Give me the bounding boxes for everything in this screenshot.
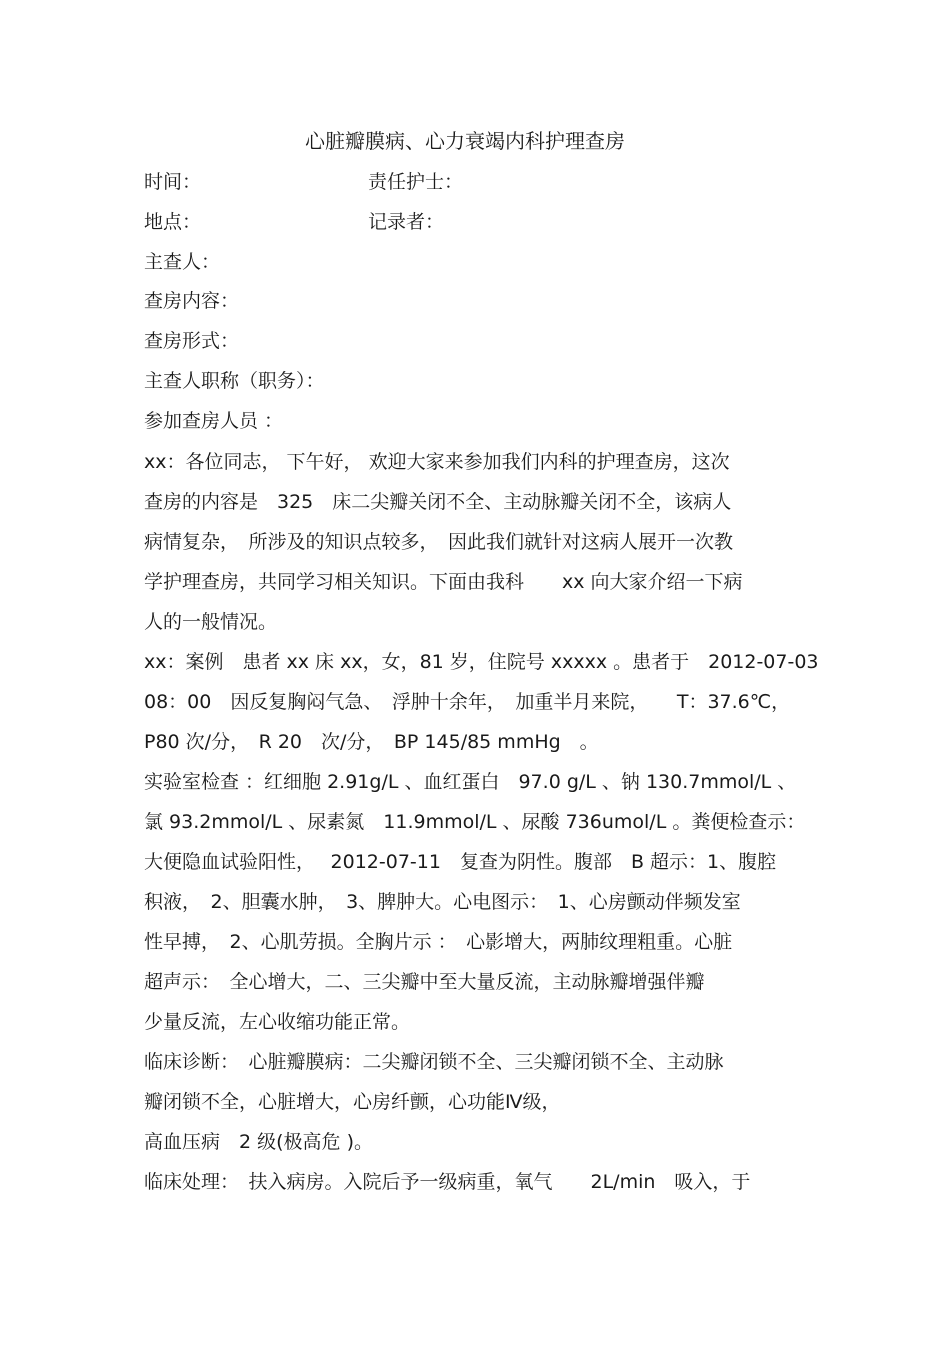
field-chief-examiner: 主查人： xyxy=(144,251,221,273)
field-round-content: 查房内容： xyxy=(144,290,240,312)
body-line: 性早搏， 2、心肌劳损。全胸片示 ： 心影增大，两肺纹理粗重。心脏 xyxy=(144,931,733,953)
body-line: 高血压病 2 级(极高危 )。 xyxy=(144,1131,373,1153)
body-line: 瓣闭锁不全，心脏增大，心房纤颤，心功能Ⅳ级， xyxy=(144,1091,561,1113)
header-row-location xyxy=(144,208,444,236)
body-line: 人的一般情况。 xyxy=(144,611,278,633)
body-line: xx：各位同志， 下午好， 欢迎大家来参加我们内科的护理查房，这次 xyxy=(144,451,730,473)
location-label: 地点： xyxy=(144,211,202,233)
body-line: 08：00 因反复胸闷气急、 浮肿十余年， 加重半月来院， T：37.6℃， xyxy=(144,691,791,713)
body-line: 学护理查房，共同学习相关知识。下面由我科 xx 向大家介绍一下病 xyxy=(144,571,743,593)
body-line: 少量反流，左心收缩功能正常。 xyxy=(144,1011,411,1033)
document-title: 心脏瓣膜病、心力衰竭内科护理查房 xyxy=(305,129,625,153)
field-participants: 参加查房人员 ： xyxy=(144,410,284,432)
body-line: 大便隐血试验阳性， 2012-07-11 复查为阴性。腹部 B 超示：1、腹腔 xyxy=(144,851,777,873)
body-line: xx：案例 患者 xx 床 xx，女，81 岁，住院号 xxxxx 。患者于 2012-07-03 xyxy=(144,651,819,673)
time-label: 时间： xyxy=(144,171,202,193)
body-line: 积液， 2、胆囊水肿， 3、脾肿大。心电图示： 1、心房颤动伴频发室 xyxy=(144,891,741,913)
body-line: P80 次/分， R 20 次/分， BP 145/85 mmHg 。 xyxy=(144,731,599,753)
body-line: 临床诊断： 心脏瓣膜病：二尖瓣闭锁不全、三尖瓣闭锁不全、主动脉 xyxy=(144,1051,724,1073)
body-line: 查房的内容是 325 床二尖瓣关闭不全、主动脉瓣关闭不全，该病人 xyxy=(144,491,732,513)
header-row-time xyxy=(144,168,463,196)
body-line: 临床处理： 扶入病房。入院后予一级病重，氧气 2L/min 吸入，于 xyxy=(144,1171,751,1193)
body-line: 超声示： 全心增大，二、三尖瓣中至大量反流，主动脉瓣增强伴瓣 xyxy=(144,971,705,993)
field-chief-title: 主查人职称（职务）： xyxy=(144,370,325,392)
responsible-nurse-label: 责任护士： xyxy=(368,171,464,193)
body-line: 氯 93.2mmol/L 、尿素氮 11.9mmol/L 、尿酸 736umol/L 。粪便检查示： xyxy=(144,811,806,833)
field-round-format: 查房形式： xyxy=(144,330,240,352)
body-line: 病情复杂， 所涉及的知识点较多， 因此我们就针对这病人展开一次教 xyxy=(144,531,734,553)
body-line: 实验室检查 ：红细胞 2.91g/L 、血红蛋白 97.0 g/L 、钠 130.7mmol/L 、 xyxy=(144,771,797,793)
recorder-label: 记录者： xyxy=(368,211,445,233)
